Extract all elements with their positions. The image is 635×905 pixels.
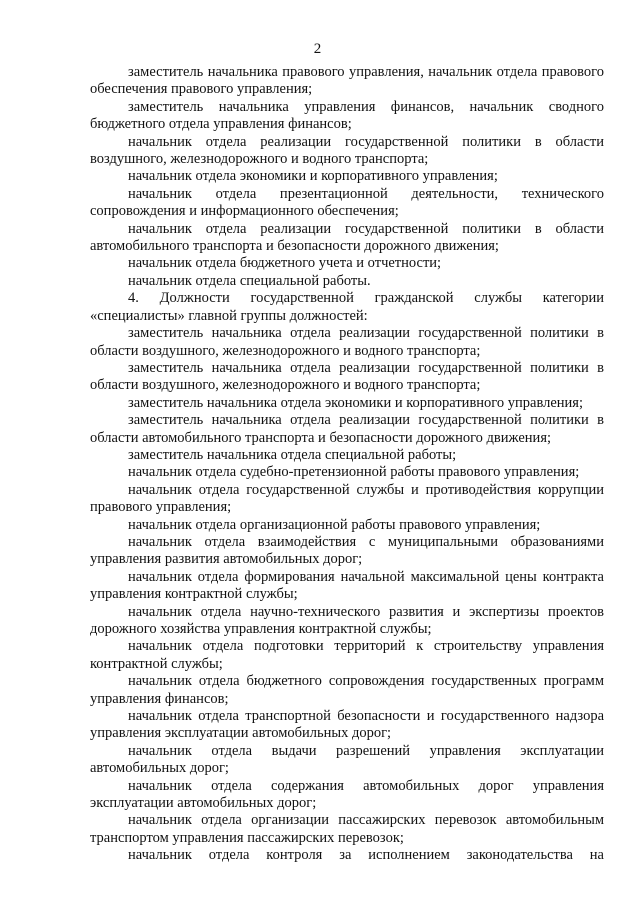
paragraph: начальник отдела бюджетного учета и отчетности; — [128, 255, 442, 272]
paragraph: начальник отдела содержания автомобильных дорог управления эксплуатации автомобильных дорог; — [90, 777, 604, 812]
paragraph: заместитель начальника отдела экономики и корпоративного управления; — [128, 394, 584, 411]
paragraph: начальник отдела реализации государственной политики в области автомобильного транспорта и безопасности дорожного движения; — [90, 220, 604, 255]
section-heading: 4. Должности государственной гражданской службы категории «специалисты» главной группы должностей: — [90, 290, 604, 324]
paragraph: начальник отдела экономики и корпоративного управления; — [128, 168, 498, 185]
paragraph: заместитель начальника отдела реализации государственной политики в области воздушного, железнодорожного и водного транспорта; — [90, 359, 604, 394]
paragraph: начальник отдела взаимодействия с муниципальными образованиями управления развития автомобильных дорог; — [90, 533, 604, 568]
paragraph: начальник отдела организации пассажирских перевозок автомобильным транспортом управления пассажирских перевозок; — [90, 812, 604, 846]
paragraph: начальник отдела специальной работы. — [128, 272, 371, 289]
document-body — [90, 64, 604, 865]
paragraph: начальник отдела презентационной деятельности, технического сопровождения и информационного обеспечения; — [90, 185, 604, 220]
paragraph: начальник отдела транспортной безопасности и государственного надзора управления эксплуатации автомобильных дорог; — [90, 708, 604, 742]
paragraph: заместитель начальника отдела реализации государственной политики в области автомобильного транспорта и безопасности дорожного движения; — [90, 412, 604, 446]
paragraph: начальник отдела реализации государственной политики в области воздушного, железнодорожного и водного транспорта; — [90, 133, 604, 168]
paragraph: начальник отдела государственной службы и противодействия коррупции правового управления; — [90, 481, 604, 516]
paragraph: начальник отдела подготовки территорий к строительству управления контрактной службы; — [90, 638, 604, 672]
paragraph: начальник отдела выдачи разрешений управления эксплуатации автомобильных дорог; — [90, 742, 604, 777]
paragraph: начальник отдела организационной работы правового управления; — [128, 516, 541, 533]
paragraph: заместитель начальника отдела реализации государственной политики в области воздушного, железнодорожного и водного транспорта; — [90, 325, 604, 359]
paragraph: начальник отдела бюджетного сопровождения государственных программ управления финансов; — [90, 673, 604, 707]
paragraph: заместитель начальника отдела специальной работы; — [128, 446, 457, 463]
paragraph: начальник отдела научно-технического развития и экспертизы проектов дорожного хозяйства управления контрактной службы; — [90, 603, 604, 637]
paragraph: заместитель начальника управления финансов, начальник сводного бюджетного отдела управления финансов; — [90, 98, 604, 133]
paragraph: начальник отдела контроля за исполнением законодательства на — [128, 847, 604, 864]
paragraph: начальник отдела формирования начальной максимальной цены контракта управления контрактной службы; — [90, 568, 604, 603]
paragraph: заместитель начальника правового управления, начальник отдела правового обеспечения правового управления; — [90, 64, 604, 98]
paragraph: начальник отдела судебно-претензионной работы правового управления; — [128, 464, 580, 481]
page-number: 2 — [313, 41, 322, 57]
